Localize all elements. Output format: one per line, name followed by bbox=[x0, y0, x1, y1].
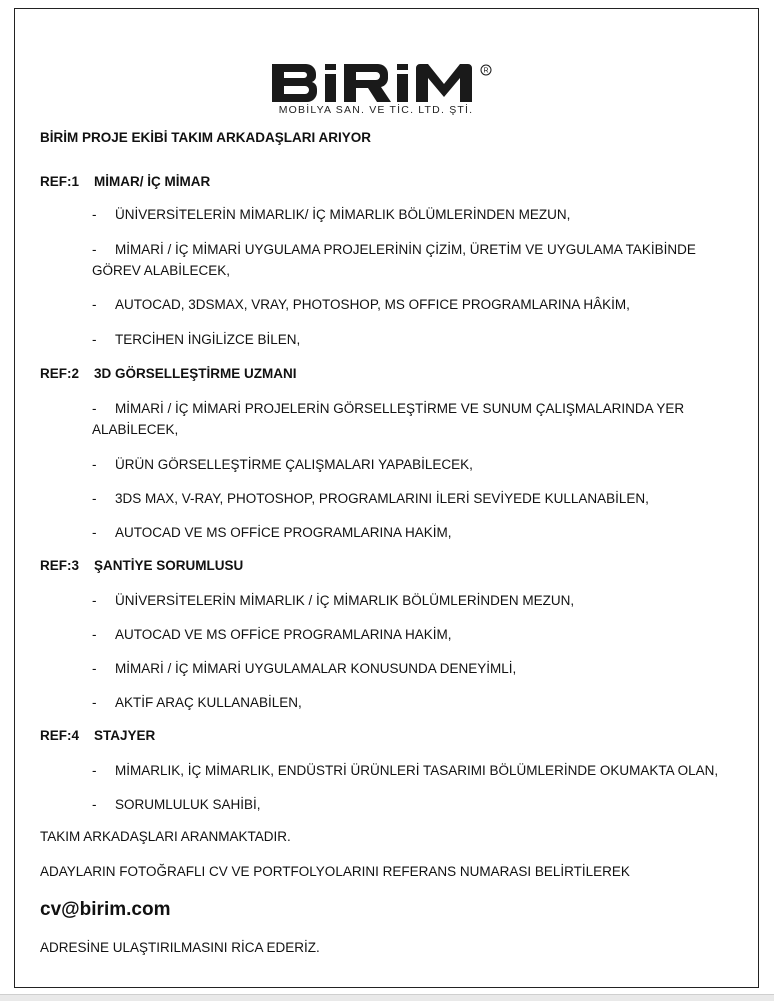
list-item: - MİMARLIK, İÇ MİMARLIK, ENDÜSTRİ ÜRÜNLERİ TASARIMI BÖLÜMLERİNDE OKUMAKTA OLAN, bbox=[92, 760, 732, 781]
dash: - bbox=[92, 525, 97, 540]
list-item: - AUTOCAD VE MS OFFİCE PROGRAMLARINA HAKİM, bbox=[92, 624, 732, 645]
ref-label: REF:3 bbox=[40, 558, 80, 573]
list-item: - SORUMLULUK SAHİBİ, bbox=[92, 794, 732, 815]
dash: - bbox=[92, 242, 97, 257]
list-item: - AUTOCAD, 3DSMAX, VRAY, PHOTOSHOP, MS OFFICE PROGRAMLARINA HÂKİM, bbox=[92, 294, 732, 315]
ref-title: STAJYER bbox=[94, 728, 156, 743]
dash: - bbox=[92, 661, 97, 676]
ref-title: MİMAR/ İÇ MİMAR bbox=[94, 174, 211, 189]
logo-subtitle: MOBİLYA SAN. VE TİC. LTD. ŞTİ. bbox=[278, 104, 474, 116]
dash: - bbox=[92, 763, 97, 778]
dash: - bbox=[92, 401, 97, 416]
dash: - bbox=[92, 457, 97, 472]
dash: - bbox=[92, 207, 97, 222]
ref-label: REF:2 bbox=[40, 366, 80, 381]
ref-title: 3D GÖRSELLEŞTİRME UZMANI bbox=[94, 366, 297, 381]
list-item: - TERCİHEN İNGİLİZCE BİLEN, bbox=[92, 329, 732, 350]
dash: - bbox=[92, 297, 97, 312]
ref-label: REF:1 bbox=[40, 174, 80, 189]
ref-title: ŞANTİYE SORUMLUSU bbox=[94, 558, 244, 573]
list-item: - ÜRÜN GÖRSELLEŞTİRME ÇALIŞMALARI YAPABİLECEK, bbox=[92, 454, 732, 475]
dash: - bbox=[92, 797, 97, 812]
dash: - bbox=[92, 695, 97, 710]
list-item: - ÜNİVERSİTELERİN MİMARLIK / İÇ MİMARLIK BÖLÜMLERİNDEN MEZUN, bbox=[92, 590, 732, 611]
list-item: - MİMARİ / İÇ MİMARİ UYGULAMALAR KONUSUNDA DENEYİMLİ, bbox=[92, 658, 732, 679]
email-address[interactable]: cv@birim.com bbox=[40, 899, 171, 920]
list-item: - AKTİF ARAÇ KULLANABİLEN, bbox=[92, 692, 732, 713]
dash: - bbox=[92, 627, 97, 642]
closing-line-3: ADRESİNE ULAŞTIRILMASINI RİCA EDERİZ. bbox=[40, 940, 320, 955]
list-item: - 3DS MAX, V-RAY, PHOTOSHOP, PROGRAMLARINI İLERİ SEVİYEDE KULLANABİLEN, bbox=[92, 488, 732, 509]
list-item: - ÜNİVERSİTELERİN MİMARLIK/ İÇ MİMARLIK BÖLÜMLERİNDEN MEZUN, bbox=[92, 204, 732, 225]
list-item: - AUTOCAD VE MS OFFİCE PROGRAMLARINA HAKİM, bbox=[92, 522, 732, 543]
headline: BİRİM PROJE EKİBİ TAKIM ARKADAŞLARI ARIYOR bbox=[40, 130, 372, 145]
list-item: - MİMARİ / İÇ MİMARİ PROJELERİN GÖRSELLEŞTİRME VE SUNUM ÇALIŞMALARINDA YER ALABİLECEK, bbox=[92, 398, 692, 440]
dash: - bbox=[92, 491, 97, 506]
closing-line-2: ADAYLARIN FOTOĞRAFLI CV VE PORTFOLYOLARINI REFERANS NUMARASI BELİRTİLEREK bbox=[40, 864, 630, 879]
svg-text:R: R bbox=[483, 67, 489, 75]
ref-label: REF:4 bbox=[40, 728, 80, 743]
dash: - bbox=[92, 332, 97, 347]
list-item: - MİMARİ / İÇ MİMARİ UYGULAMA PROJELERİNİN ÇİZİM, ÜRETİM VE UYGULAMA TAKİBİNDE GÖREV ALABİLECEK, bbox=[92, 239, 732, 281]
closing-line-1: TAKIM ARKADAŞLARI ARANMAKTADIR. bbox=[40, 829, 291, 844]
dash: - bbox=[92, 593, 97, 608]
